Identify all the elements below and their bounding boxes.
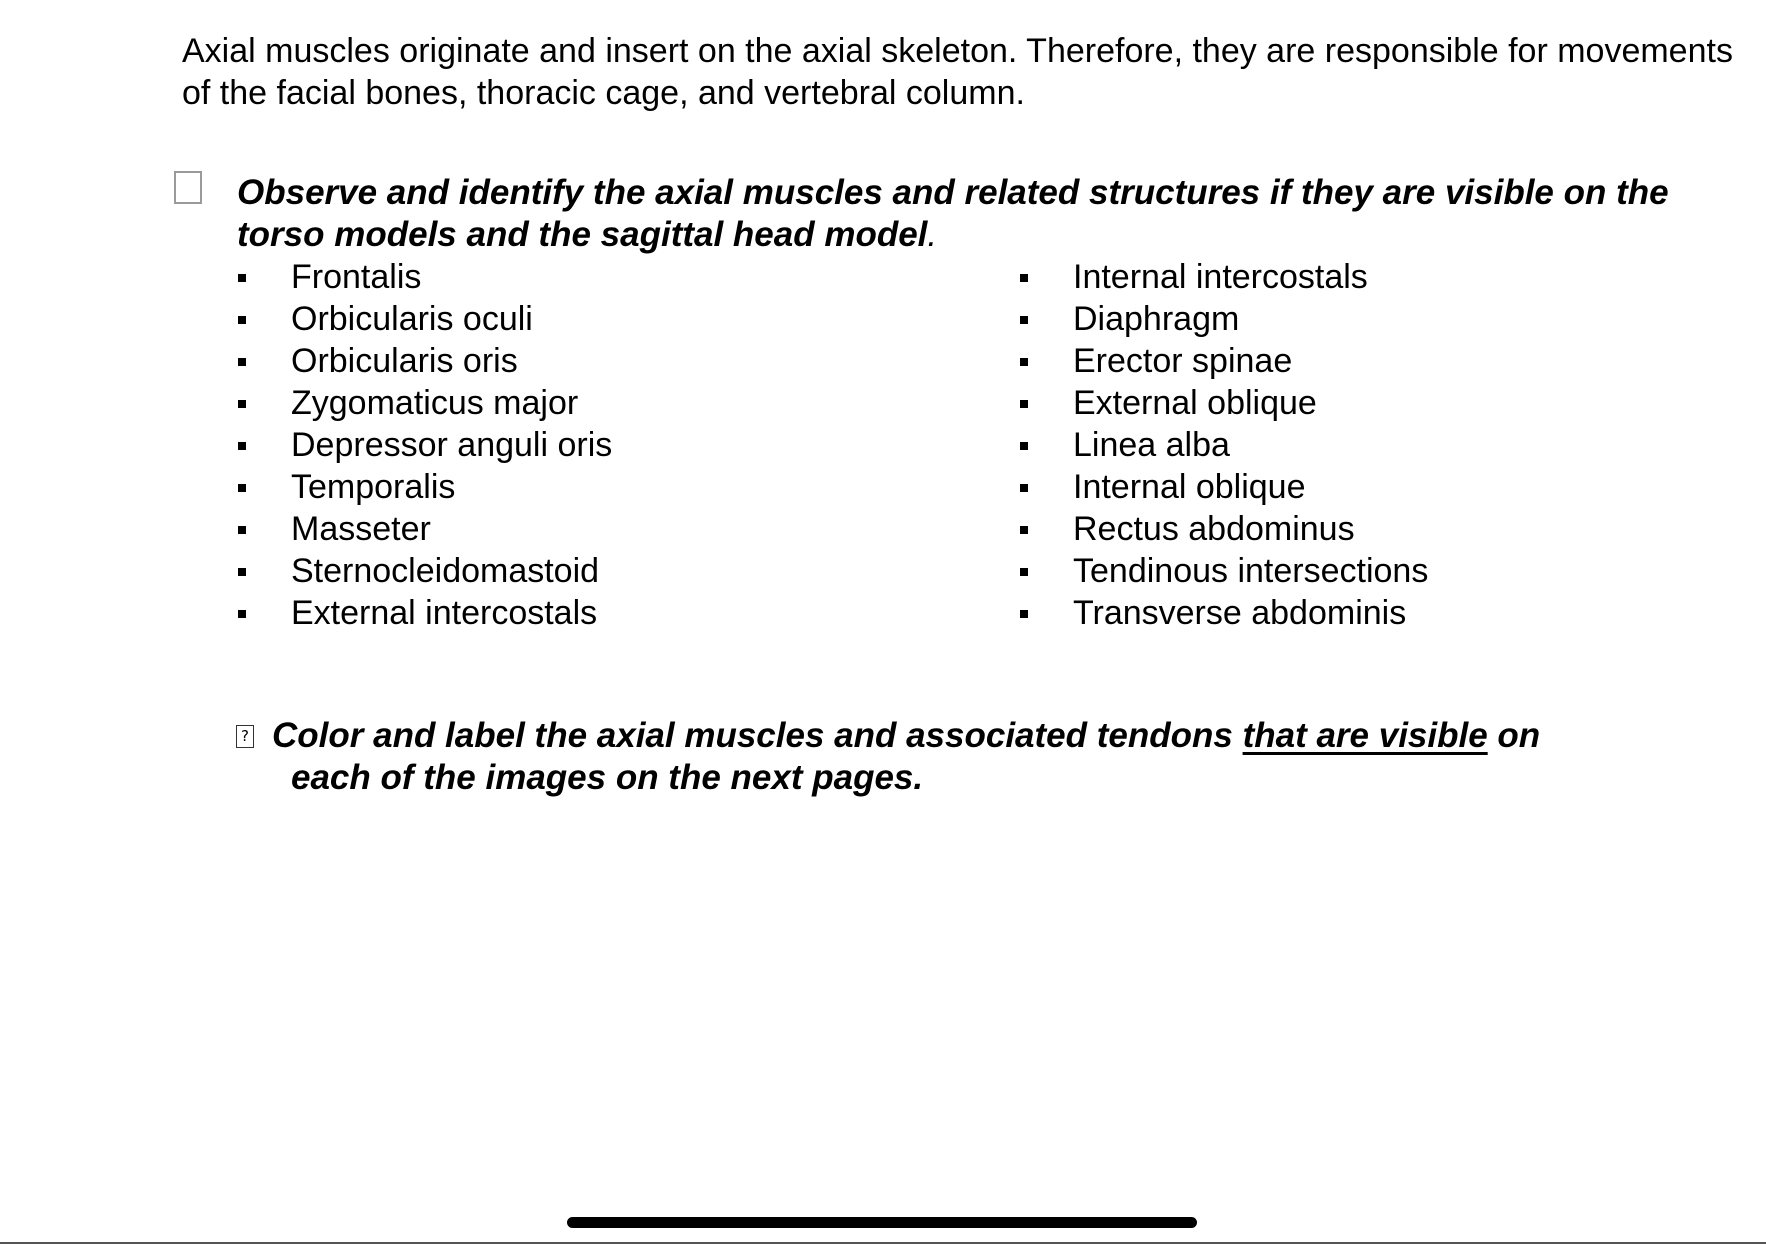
intro-paragraph: Axial muscles originate and insert on the axial skeleton. Therefore, they are responsible for movements of the facial bones, thoracic cage, and vertebral column. xyxy=(182,32,1733,112)
missing-glyph-box-icon: ? xyxy=(236,725,254,748)
square-bullet-icon xyxy=(1020,526,1028,534)
square-bullet-icon xyxy=(238,316,246,324)
square-bullet-icon xyxy=(238,358,246,366)
square-bullet-icon xyxy=(238,442,246,450)
square-bullet-icon xyxy=(238,610,246,618)
square-bullet-icon xyxy=(238,484,246,492)
home-indicator-bar[interactable] xyxy=(567,1217,1197,1228)
square-bullet-icon xyxy=(238,400,246,408)
color-label-instruction xyxy=(272,715,1692,799)
task-checkbox[interactable] xyxy=(174,171,202,204)
square-bullet-icon xyxy=(1020,358,1028,366)
color-label-line2: each of the images on the next pages. xyxy=(291,758,924,797)
observe-instruction xyxy=(237,172,1677,256)
square-bullet-icon xyxy=(238,526,246,534)
square-bullet-icon xyxy=(1020,484,1028,492)
observe-instruction-text: Observe and identify the axial muscles and related structures if they are visible on the torso models and the sagittal head model xyxy=(237,173,1669,254)
square-bullet-icon xyxy=(1020,610,1028,618)
square-bullet-icon xyxy=(1020,316,1028,324)
color-label-underlined: that are visible xyxy=(1242,716,1488,755)
color-label-text-end: on xyxy=(1487,716,1541,755)
square-bullet-icon xyxy=(1020,274,1028,282)
observe-instruction-period: . xyxy=(927,215,938,254)
square-bullet-icon xyxy=(238,274,246,282)
square-bullet-icon xyxy=(1020,442,1028,450)
square-bullet-icon xyxy=(238,568,246,576)
square-bullet-icon xyxy=(1020,400,1028,408)
square-bullet-icon xyxy=(1020,568,1028,576)
color-label-text-start: Color and label the axial muscles and associated tendons xyxy=(272,716,1243,755)
